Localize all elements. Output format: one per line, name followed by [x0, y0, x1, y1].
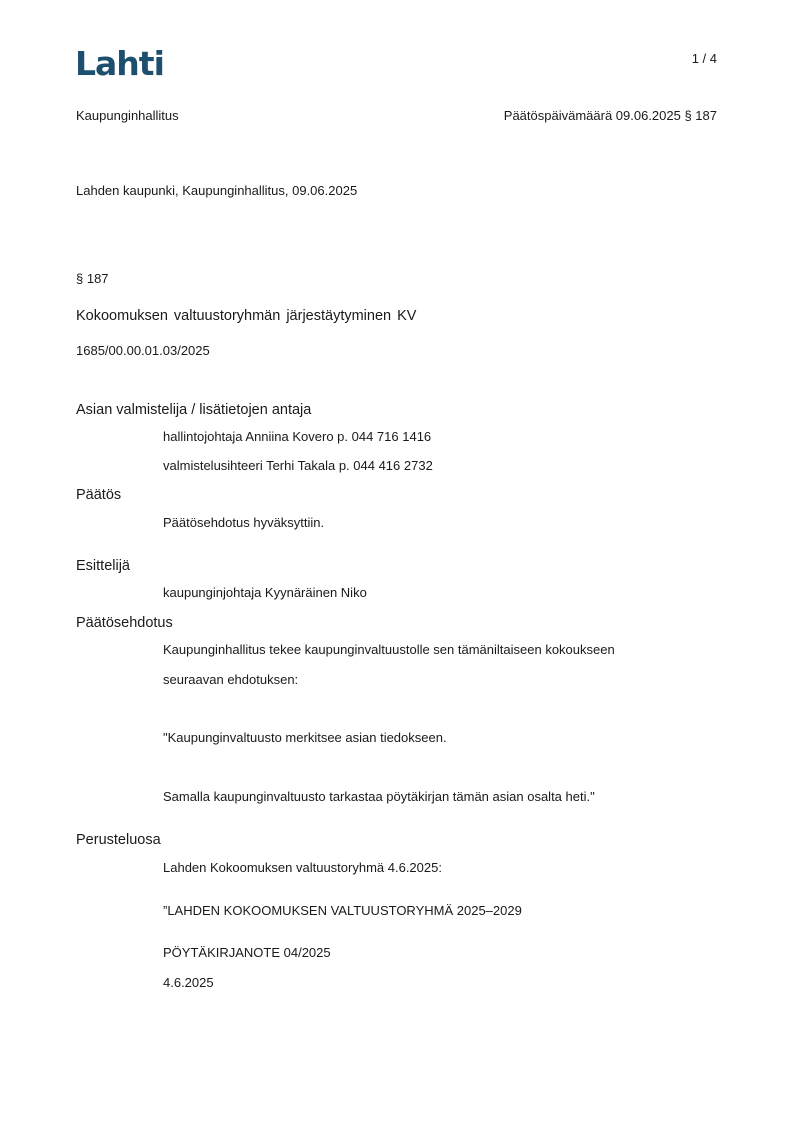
preparer-line: hallintojohtaja Anniina Kovero p. 044 716 1416: [163, 429, 432, 444]
proposal-text: Kaupunginhallitus tekee kaupunginvaltuustolle sen tämäniltaiseen kokoukseen: [163, 642, 615, 657]
meeting-line: Lahden kaupunki, Kaupunginhallitus, 09.06.2025: [76, 183, 358, 198]
lahti-logo: Lahti: [75, 44, 164, 83]
presenter-heading: Esittelijä: [76, 558, 130, 574]
rationale-line: ”LAHDEN KOKOOMUKSEN VALTUUSTORYHMÄ 2025–2029: [163, 903, 522, 918]
preparer-line: valmistelusihteeri Terhi Takala p. 044 416 2732: [163, 458, 433, 473]
section-number: § 187: [76, 271, 109, 286]
proposal-quote: "Kaupunginvaltuusto merkitsee asian tiedokseen.: [163, 730, 447, 745]
proposal-text: seuraavan ehdotuksen:: [163, 672, 299, 687]
rationale-line: PÖYTÄKIRJANOTE 04/2025: [163, 945, 331, 960]
proposal-quote: Samalla kaupunginvaltuusto tarkastaa pöytäkirjan tämän asian osalta heti.": [163, 789, 595, 804]
presenter-text: kaupunginjohtaja Kyynäräinen Niko: [163, 585, 367, 600]
rationale-heading: Perusteluosa: [76, 832, 161, 848]
decision-date: Päätöspäivämäärä 09.06.2025 § 187: [503, 108, 717, 123]
page-number: 1 / 4: [691, 51, 717, 66]
diary-number: 1685/00.00.01.03/2025: [76, 343, 210, 358]
proposal-heading: Päätösehdotus: [76, 615, 173, 631]
decision-heading: Päätös: [76, 487, 122, 503]
decision-text: Päätösehdotus hyväksyttiin.: [163, 515, 325, 530]
rationale-line: 4.6.2025: [163, 975, 214, 990]
organ-name: Kaupunginhallitus: [76, 108, 179, 123]
preparer-heading: Asian valmistelija / lisätietojen antaja: [76, 402, 312, 418]
page-title: Kokoomuksen valtuustoryhmän järjestäytyminen KV: [76, 308, 417, 324]
rationale-line: Lahden Kokoomuksen valtuustoryhmä 4.6.2025:: [163, 860, 442, 875]
